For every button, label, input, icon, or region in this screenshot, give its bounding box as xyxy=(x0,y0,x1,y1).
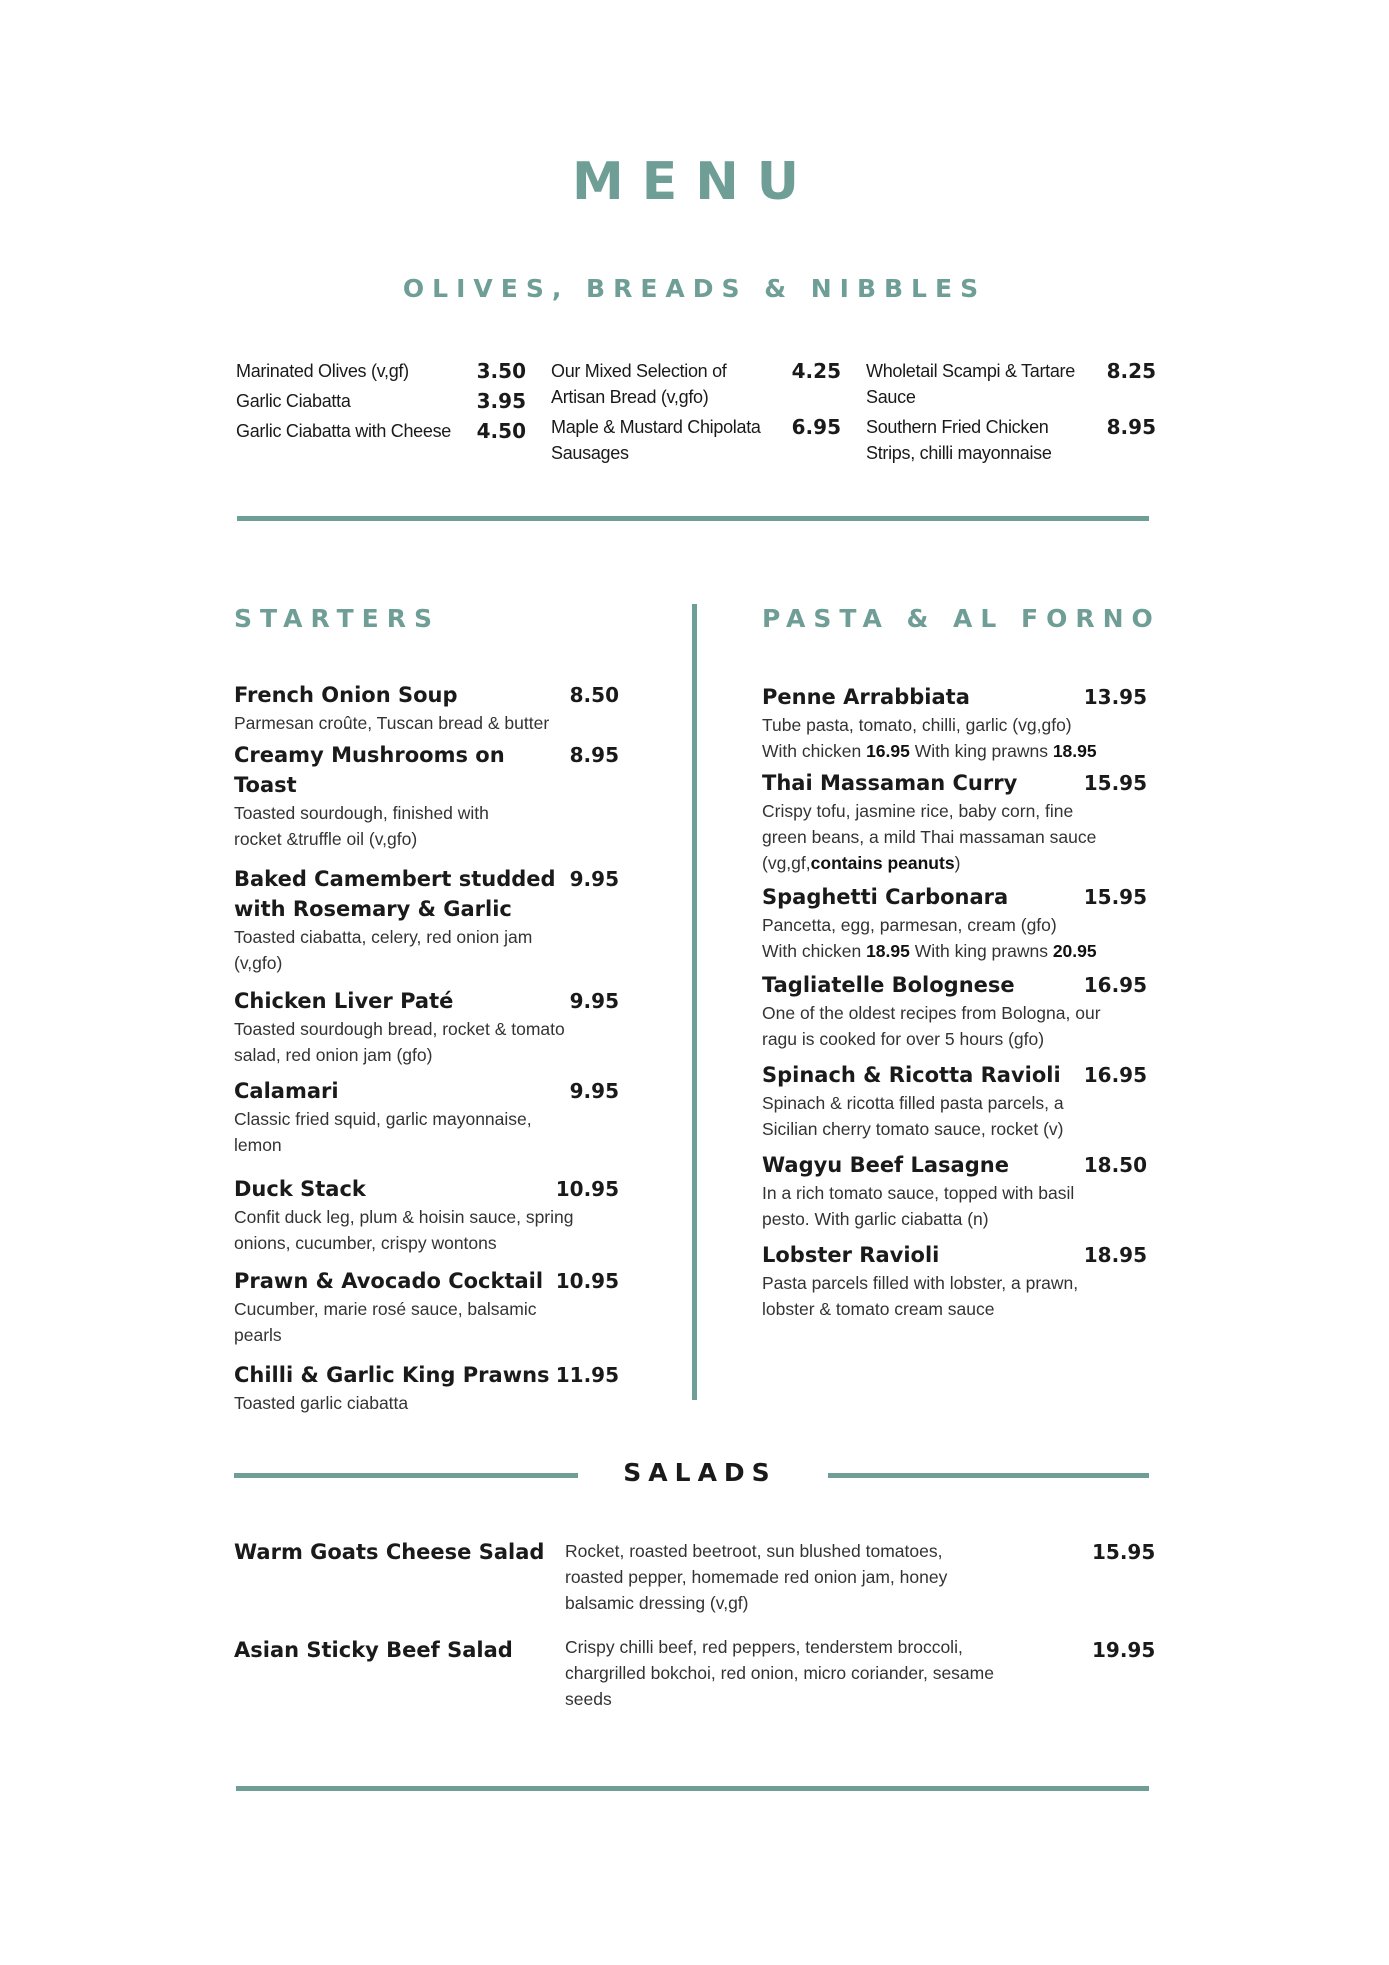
item-name: Penne Arrabbiata xyxy=(762,685,970,709)
item-description: Tube pasta, tomato, chilli, garlic (vg,gfo) xyxy=(762,715,1072,735)
desc-text: ) xyxy=(954,853,961,873)
menu-title: MENU xyxy=(571,152,817,212)
item-price: 13.95 xyxy=(1083,685,1147,709)
nibble-name: Maple & Mustard Chipolata Sausages xyxy=(551,417,761,463)
column-divider xyxy=(692,604,697,1400)
starter-item xyxy=(234,1174,619,1256)
item-name: Creamy Mushrooms on Toast xyxy=(234,743,505,797)
nibble-name: Our Mixed Selection of Artisan Bread (v,gfo) xyxy=(551,361,727,407)
salad-price: 15.95 xyxy=(1092,1540,1156,1564)
salad-name: Asian Sticky Beef Salad xyxy=(234,1638,513,1662)
item-price: 10.95 xyxy=(555,1269,619,1293)
item-name: Chilli & Garlic King Prawns xyxy=(234,1363,550,1387)
item-description: One of the oldest recipes from Bologna, our ragu is cooked for over 5 hours (gfo) xyxy=(762,1003,1101,1049)
item-name: Prawn & Avocado Cocktail xyxy=(234,1269,544,1293)
nibble-item xyxy=(866,358,1156,410)
starter-item xyxy=(234,864,619,976)
nibble-item xyxy=(236,418,526,444)
nibble-item xyxy=(551,358,841,410)
pasta-item xyxy=(762,970,1147,1052)
extra-price: 16.95 xyxy=(866,741,910,761)
nibble-price: 8.25 xyxy=(1106,359,1156,383)
nibble-price: 4.25 xyxy=(791,359,841,383)
extra-price: 18.95 xyxy=(1052,741,1097,761)
item-name: Tagliatelle Bolognese xyxy=(762,973,1015,997)
extra-label: With chicken xyxy=(762,941,867,961)
item-price: 16.95 xyxy=(1083,1063,1147,1087)
item-description: Cucumber, marie rosé sauce, balsamic pearls xyxy=(234,1299,537,1345)
item-price: 9.95 xyxy=(569,867,619,891)
item-description: Pancetta, egg, parmesan, cream (gfo) xyxy=(762,915,1057,935)
nibble-item xyxy=(551,414,841,466)
item-description: Parmesan croûte, Tuscan bread & butter xyxy=(234,713,550,733)
item-name: Calamari xyxy=(234,1079,339,1103)
item-price: 18.50 xyxy=(1083,1153,1147,1177)
pasta-item xyxy=(762,1060,1147,1142)
item-description: In a rich tomato sauce, topped with basil pesto. With garlic ciabatta (n) xyxy=(762,1183,1075,1229)
item-name: Baked Camembert studded with Rosemary & Garlic xyxy=(234,867,556,921)
nibble-name: Marinated Olives (v,gf) xyxy=(236,361,409,381)
item-description: Pasta parcels filled with lobster, a prawn, lobster & tomato cream sauce xyxy=(762,1273,1079,1319)
starter-item xyxy=(234,986,619,1068)
starter-item xyxy=(234,1266,619,1348)
item-description: Confit duck leg, plum & hoisin sauce, spring onions, cucumber, crispy wontons xyxy=(234,1207,574,1253)
starter-item xyxy=(234,1360,619,1416)
item-description: Classic fried squid, garlic mayonnaise, lemon xyxy=(234,1109,532,1155)
nibble-name: Wholetail Scampi & Tartare Sauce xyxy=(866,361,1075,407)
pasta-heading: PASTA & AL FORNO xyxy=(762,604,1161,633)
item-description: Toasted sourdough, finished with rocket &truffle oil (v,gfo) xyxy=(234,803,489,849)
extra-price: 20.95 xyxy=(1052,941,1097,961)
item-price: 15.95 xyxy=(1083,771,1147,795)
extra-label: With king prawns xyxy=(909,741,1053,761)
item-name: Lobster Ravioli xyxy=(762,1243,940,1267)
starter-item xyxy=(234,740,619,852)
nibble-price: 3.50 xyxy=(476,359,526,383)
pasta-item xyxy=(762,882,1147,964)
item-price: 18.95 xyxy=(1083,1243,1147,1267)
salad-price: 19.95 xyxy=(1092,1638,1156,1662)
item-description: Toasted sourdough bread, rocket & tomato salad, red onion jam (gfo) xyxy=(234,1019,565,1065)
nibble-name: Garlic Ciabatta with Cheese xyxy=(236,421,452,441)
pasta-item xyxy=(762,1240,1147,1322)
pasta-item xyxy=(762,682,1147,764)
divider-line xyxy=(234,1473,578,1478)
item-description: Toasted garlic ciabatta xyxy=(234,1393,409,1413)
nibbles-column-2 xyxy=(551,358,841,470)
item-name: French Onion Soup xyxy=(234,683,458,707)
nibble-item xyxy=(236,358,526,384)
extra-price: 18.95 xyxy=(866,941,910,961)
extra-label: With chicken xyxy=(762,741,867,761)
item-price: 8.50 xyxy=(569,683,619,707)
salad-description: Rocket, roasted beetroot, sun blushed tomatoes, roasted pepper, homemade red onion jam, honey balsamic dressing (v,gf) xyxy=(565,1541,948,1613)
item-name: Chicken Liver Paté xyxy=(234,989,454,1013)
salads-heading: SALADS xyxy=(623,1458,777,1487)
item-price: 9.95 xyxy=(569,989,619,1013)
nibble-price: 6.95 xyxy=(791,415,841,439)
item-price: 16.95 xyxy=(1083,973,1147,997)
item-price: 10.95 xyxy=(555,1177,619,1201)
pasta-item xyxy=(762,1150,1147,1232)
starter-item xyxy=(234,680,619,736)
item-price: 15.95 xyxy=(1083,885,1147,909)
allergen-note: contains peanuts xyxy=(810,853,955,873)
item-name: Wagyu Beef Lasagne xyxy=(762,1153,1009,1177)
item-extras xyxy=(762,738,1147,764)
nibble-price: 3.95 xyxy=(476,389,526,413)
item-name: Spinach & Ricotta Ravioli xyxy=(762,1063,1061,1087)
nibble-item xyxy=(236,388,526,414)
item-name: Spaghetti Carbonara xyxy=(762,885,1009,909)
item-price: 9.95 xyxy=(569,1079,619,1103)
item-description: Toasted ciabatta, celery, red onion jam (v,gfo) xyxy=(234,927,533,973)
extra-label: With king prawns xyxy=(909,941,1053,961)
nibble-price: 4.50 xyxy=(476,419,526,443)
divider-line xyxy=(237,516,1149,521)
starters-heading: STARTERS xyxy=(234,604,440,633)
starter-item xyxy=(234,1076,619,1158)
desc-text: Crispy tofu, jasmine rice, baby corn, fine green beans, a mild Thai massaman sauce (vg,gf, xyxy=(762,801,1097,873)
salad-description: Crispy chilli beef, red peppers, tenderstem broccoli, chargrilled bokchoi, red onion, micro coriander, sesame seeds xyxy=(565,1637,994,1709)
item-description: Spinach & ricotta filled pasta parcels, a Sicilian cherry tomato sauce, rocket (v) xyxy=(762,1093,1064,1139)
item-price: 11.95 xyxy=(555,1363,619,1387)
item-name: Duck Stack xyxy=(234,1177,366,1201)
nibbles-heading: OLIVES, BREADS & NIBBLES xyxy=(402,274,987,303)
item-name: Thai Massaman Curry xyxy=(762,771,1018,795)
pasta-item xyxy=(762,768,1147,876)
nibble-price: 8.95 xyxy=(1106,415,1156,439)
divider-line xyxy=(236,1786,1149,1791)
nibble-name: Garlic Ciabatta xyxy=(236,391,351,411)
item-extras xyxy=(762,938,1147,964)
item-price: 8.95 xyxy=(569,743,619,767)
salad-name: Warm Goats Cheese Salad xyxy=(234,1540,545,1564)
nibble-name: Southern Fried Chicken Strips, chilli mayonnaise xyxy=(866,417,1052,463)
divider-line xyxy=(828,1473,1149,1478)
nibbles-column-3 xyxy=(866,358,1156,470)
nibble-item xyxy=(866,414,1156,466)
item-description xyxy=(762,798,1112,876)
nibbles-column-1 xyxy=(236,358,526,448)
